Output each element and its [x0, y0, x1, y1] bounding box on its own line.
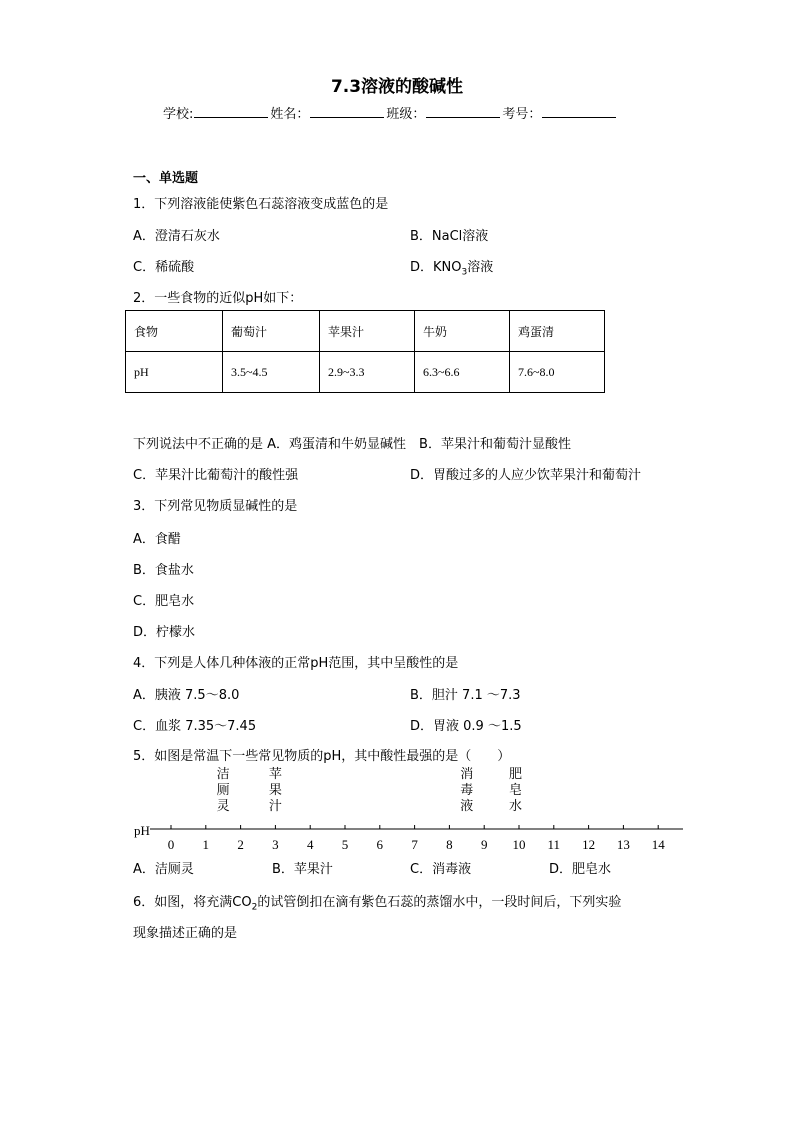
table-cell: 7.6~8.0 [510, 352, 605, 393]
ph-substance-label [459, 767, 475, 815]
ph-substance-char: 苹 [268, 767, 282, 782]
ph-substance-label [508, 767, 524, 815]
ph-scale-figure [130, 765, 690, 855]
question-1-stem: 1．下列溶液能使紫色石蕊溶液变成蓝色的是 [133, 197, 389, 212]
q3-option-a[interactable]: A．食醋 [133, 532, 181, 547]
ph-substance-char: 水 [509, 799, 523, 814]
q1-option-d-post: 溶液 [467, 260, 494, 275]
name-label: 姓名： [270, 107, 310, 122]
table-cell: pH [126, 352, 223, 393]
class-field[interactable] [426, 105, 500, 118]
question-6-line-1 [133, 891, 621, 913]
q2-option-d[interactable]: D．胃酸过多的人应少饮苹果汁和葡萄汁 [410, 468, 642, 483]
table-cell: 2.9~3.3 [320, 352, 415, 393]
ph-substance-char: 果 [268, 783, 282, 798]
ph-substance-char: 液 [460, 799, 474, 814]
table-header-cell: 葡萄汁 [223, 311, 320, 352]
q4-option-a[interactable]: A．胰液 7.5～8.0 [133, 688, 240, 703]
q6-line-1-post: 的试管倒扣在滴有紫色石蕊的蒸馏水中，一段时间后，下列实验 [257, 895, 622, 910]
q2-option-c[interactable]: C．苹果汁比葡萄汁的酸性强 [133, 468, 299, 483]
q1-option-d-pre: D．KNO [410, 260, 462, 275]
exam-no-field[interactable] [542, 105, 616, 118]
q1-option-c[interactable]: C．稀硫酸 [133, 260, 195, 275]
ph-substance-char: 消 [460, 767, 474, 782]
exam-no-label: 考号： [502, 107, 542, 122]
ph-tick-label: 14 [651, 837, 665, 852]
ph-substance-char: 洁 [216, 767, 230, 782]
q4-option-b[interactable]: B．胆汁 7.1 ～7.3 [410, 688, 521, 703]
ph-substance-char: 毒 [460, 783, 474, 798]
table-cell: 6.3~6.6 [415, 352, 510, 393]
ph-tick-label: 1 [202, 837, 210, 852]
question-2-stem: 2．一些食物的近似pH如下： [133, 291, 303, 306]
ph-substance-label [215, 767, 231, 815]
ph-substance-char: 皂 [509, 783, 523, 798]
ph-tick-label: 11 [547, 837, 561, 852]
table-header-cell: 食物 [126, 311, 223, 352]
ph-tick-label: 8 [446, 837, 453, 852]
ph-tick-label: 10 [512, 837, 526, 852]
q2-line-1: 下列说法中不正确的是 A．鸡蛋清和牛奶显碱性 B．苹果汁和葡萄汁显酸性 [133, 437, 571, 452]
name-field[interactable] [310, 105, 384, 118]
q4-option-d[interactable]: D．胃液 0.9 ～1.5 [410, 719, 522, 734]
ph-substance-char: 肥 [509, 767, 523, 782]
ph-substance-char: 灵 [216, 799, 230, 814]
table-header-cell: 鸡蛋清 [510, 311, 605, 352]
ph-tick-label: 5 [341, 837, 349, 852]
student-info-line [163, 103, 618, 122]
question-3-stem: 3．下列常见物质显碱性的是 [133, 499, 298, 514]
section-heading: 一、单选题 [133, 171, 199, 186]
q5-option-c[interactable]: C．消毒液 [410, 862, 472, 877]
q6-line-1-sub: 2 [251, 902, 258, 913]
table-row [126, 352, 605, 393]
ph-tick-label: 9 [480, 837, 488, 852]
ph-tick-label: 2 [237, 837, 244, 852]
question-4-stem: 4．下列是人体几种体液的正常pH范围，其中呈酸性的是 [133, 656, 459, 671]
page-title: 7.3溶液的酸碱性 [330, 77, 464, 97]
q5-option-b[interactable]: B．苹果汁 [272, 862, 333, 877]
table-header-cell: 苹果汁 [320, 311, 415, 352]
ph-tick-label: 0 [167, 837, 175, 852]
q3-option-d[interactable]: D．柠檬水 [133, 625, 196, 640]
ph-tick-label: 13 [616, 837, 630, 852]
q6-line-1-pre: 6．如图，将充满CO [133, 895, 252, 910]
q1-option-b[interactable]: B．NaCl溶液 [410, 229, 489, 244]
table-row [126, 311, 605, 352]
ph-axis-label: pH [134, 823, 150, 838]
class-label: 班级： [386, 107, 426, 122]
school-field[interactable] [194, 105, 268, 118]
q5-option-d[interactable]: D．肥皂水 [549, 862, 612, 877]
table-header-cell: 牛奶 [415, 311, 510, 352]
ph-tick-label: 3 [272, 837, 279, 852]
ph-tick-label: 6 [376, 837, 384, 852]
q3-option-b[interactable]: B．食盐水 [133, 563, 194, 578]
q5-option-a[interactable]: A．洁厕灵 [133, 862, 194, 877]
table-cell: 3.5~4.5 [223, 352, 320, 393]
ph-tick-label: 7 [411, 837, 418, 852]
q1-option-d-sub: 3 [461, 267, 468, 278]
q1-option-a[interactable]: A．澄清石灰水 [133, 229, 220, 244]
food-ph-table [125, 310, 605, 393]
q1-option-d[interactable] [410, 256, 493, 278]
question-5-stem: 5．如图是常温下一些常见物质的pH，其中酸性最强的是（ ） [133, 749, 511, 764]
ph-tick-label: 4 [306, 837, 314, 852]
question-6-line-2: 现象描述正确的是 [133, 926, 238, 941]
q4-option-c[interactable]: C．血浆 7.35～7.45 [133, 719, 257, 734]
ph-substance-char: 厕 [216, 783, 230, 798]
school-label: 学校: [163, 107, 194, 122]
ph-substance-char: 汁 [268, 799, 282, 814]
ph-substance-label [267, 767, 283, 815]
q3-option-c[interactable]: C．肥皂水 [133, 594, 195, 609]
ph-tick-label: 12 [582, 837, 596, 852]
